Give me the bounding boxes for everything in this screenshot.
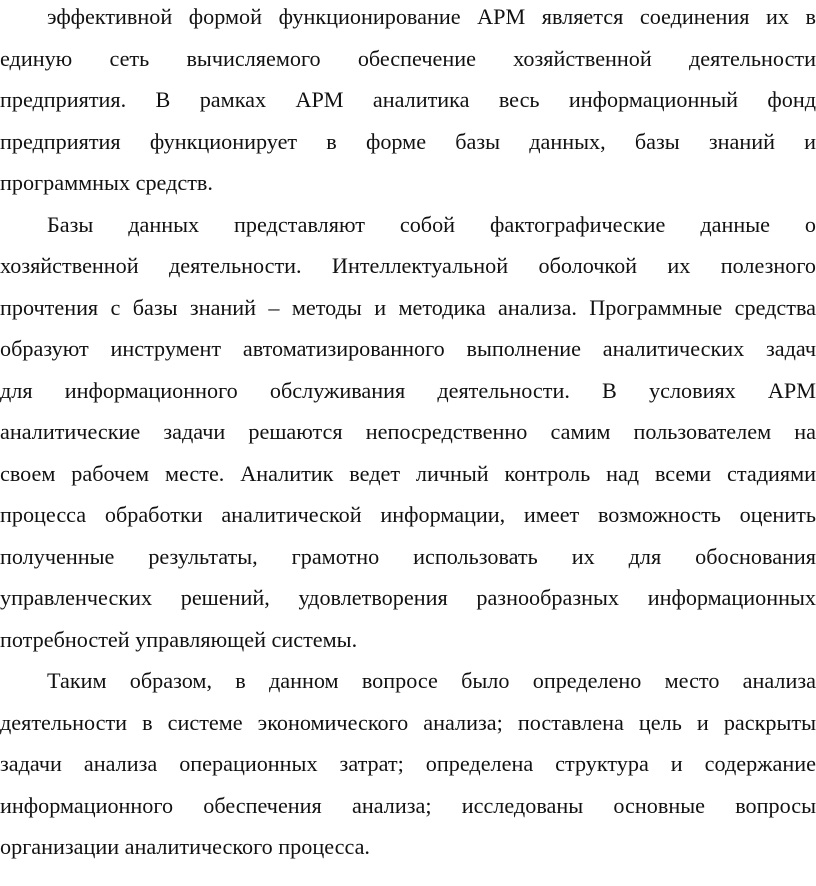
paragraph <box>0 660 816 868</box>
text-line: единую сеть вычисляемого обеспечение хозяйственной деятельности <box>0 45 816 71</box>
text-line: своем рабочем месте. Аналитик ведет личный контроль над всеми стадиями <box>0 460 816 486</box>
text-line: потребностей управляющей системы. <box>0 626 358 652</box>
text-line: информационного обеспечения анализа; исследованы основные вопросы <box>0 792 816 818</box>
text-line: деятельности в системе экономического анализа; поставлена цель и раскрыты <box>0 709 816 735</box>
text-line: Базы данных представляют собой фактографические данные о <box>47 211 816 237</box>
text-line: аналитические задачи решаются непосредственно самим пользователем на <box>0 419 816 444</box>
text-line: программных средств. <box>0 170 213 195</box>
text-line: организации аналитического процесса. <box>0 834 370 859</box>
text-line: полученные результаты, грамотно использовать их для обоснования <box>0 543 816 569</box>
text-line: управленческих решений, удовлетворения разнообразных информационных <box>0 585 816 610</box>
text-line: Таким образом, в данном вопросе было определено место анализа <box>47 668 816 693</box>
text-line: предприятия. В рамках АРМ аналитика весь информационный фонд <box>0 87 816 112</box>
text-line: эффективной формой функционирование АРМ является соединения их в <box>47 4 816 29</box>
text-line: для информационного обслуживания деятельности. В условиях АРМ <box>0 377 816 403</box>
paragraph <box>0 0 816 204</box>
text-line: предприятия функционирует в форме базы данных, базы знаний и <box>0 128 816 154</box>
text-line: хозяйственной деятельности. Интеллектуальной оболочкой их полезного <box>0 253 816 278</box>
text-line: прочтения с базы знаний – методы и методика анализа. Программные средства <box>0 294 816 320</box>
text-line: задачи анализа операционных затрат; определена структура и содержание <box>0 751 816 776</box>
text-line: образуют инструмент автоматизированного выполнение аналитических задач <box>0 336 816 361</box>
paragraph <box>0 204 816 661</box>
text-line: процесса обработки аналитической информации, имеет возможность оценить <box>0 502 816 527</box>
